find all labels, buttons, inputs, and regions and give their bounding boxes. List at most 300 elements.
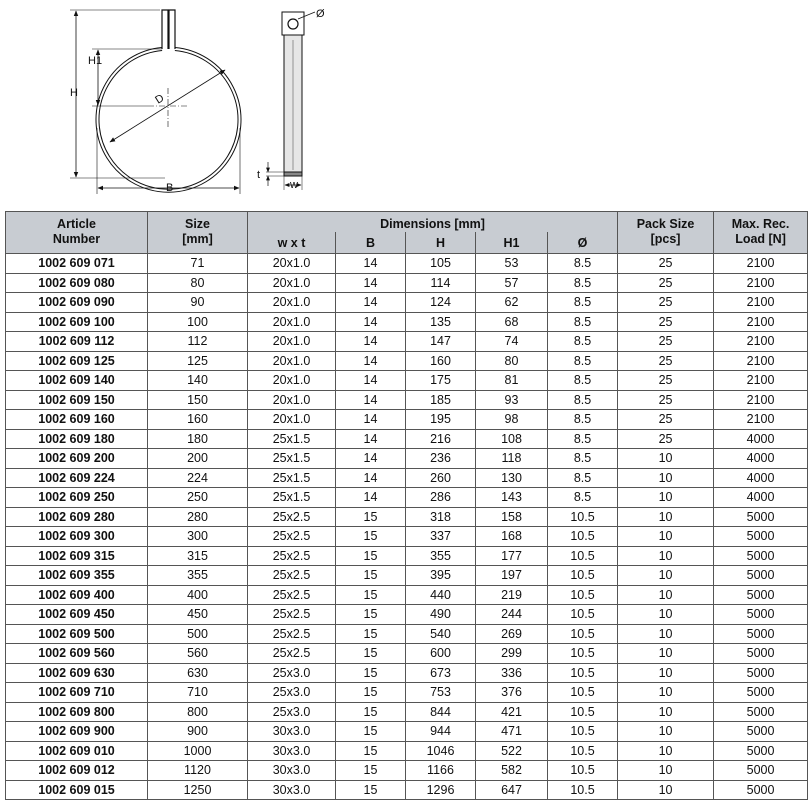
cell-h1: 421 (476, 702, 548, 722)
cell-wxt: 30x3.0 (248, 722, 336, 742)
cell-h1: 158 (476, 507, 548, 527)
thickness-label: t (257, 169, 261, 181)
cell-h: 753 (406, 683, 476, 703)
cell-article: 1002 609 800 (6, 702, 148, 722)
table-row (6, 566, 808, 586)
pipe-ring-front-view (98, 10, 240, 191)
cell-load: 2100 (714, 332, 808, 352)
cell-phi: 8.5 (548, 429, 618, 449)
cell-phi: 8.5 (548, 351, 618, 371)
cell-phi: 10.5 (548, 780, 618, 800)
header-pack-size: Pack Size [pcs] (618, 212, 714, 254)
cell-article: 1002 609 280 (6, 507, 148, 527)
pipe-ring-side-view (282, 12, 304, 176)
cell-wxt: 25x2.5 (248, 644, 336, 664)
cell-load: 4000 (714, 449, 808, 469)
table-row (6, 644, 808, 664)
cell-h: 260 (406, 468, 476, 488)
table-row (6, 468, 808, 488)
cell-phi: 10.5 (548, 683, 618, 703)
cell-article: 1002 609 560 (6, 644, 148, 664)
cell-b: 15 (336, 780, 406, 800)
specification-table (5, 211, 808, 800)
cell-b: 15 (336, 702, 406, 722)
cell-phi: 8.5 (548, 273, 618, 293)
cell-article: 1002 609 140 (6, 371, 148, 391)
cell-b: 14 (336, 312, 406, 332)
cell-load: 5000 (714, 663, 808, 683)
cell-pack: 10 (618, 507, 714, 527)
cell-size: 450 (148, 605, 248, 625)
cell-h: 944 (406, 722, 476, 742)
cell-article: 1002 609 071 (6, 254, 148, 274)
table-row (6, 702, 808, 722)
table-row (6, 683, 808, 703)
header-h1: H1 (476, 232, 548, 254)
cell-pack: 25 (618, 390, 714, 410)
cell-article: 1002 609 125 (6, 351, 148, 371)
cell-load: 5000 (714, 741, 808, 761)
cell-pack: 25 (618, 293, 714, 313)
cell-article: 1002 609 250 (6, 488, 148, 508)
cell-h1: 336 (476, 663, 548, 683)
cell-size: 800 (148, 702, 248, 722)
cell-pack: 25 (618, 332, 714, 352)
cell-load: 5000 (714, 683, 808, 703)
cell-b: 15 (336, 624, 406, 644)
cell-wxt: 25x1.5 (248, 488, 336, 508)
cell-pack: 10 (618, 605, 714, 625)
cell-size: 560 (148, 644, 248, 664)
cell-wxt: 20x1.0 (248, 273, 336, 293)
cell-b: 15 (336, 585, 406, 605)
table-row (6, 624, 808, 644)
cell-article: 1002 609 112 (6, 332, 148, 352)
cell-pack: 10 (618, 683, 714, 703)
header-max-load: Max. Rec. Load [N] (714, 212, 808, 254)
cell-size: 90 (148, 293, 248, 313)
cell-phi: 10.5 (548, 507, 618, 527)
table-row (6, 429, 808, 449)
cell-h: 160 (406, 351, 476, 371)
cell-h1: 62 (476, 293, 548, 313)
cell-h1: 219 (476, 585, 548, 605)
cell-size: 710 (148, 683, 248, 703)
cell-article: 1002 609 150 (6, 390, 148, 410)
cell-b: 14 (336, 429, 406, 449)
cell-b: 14 (336, 293, 406, 313)
cell-phi: 8.5 (548, 449, 618, 469)
cell-pack: 25 (618, 371, 714, 391)
cell-load: 5000 (714, 566, 808, 586)
cell-phi: 10.5 (548, 546, 618, 566)
cell-pack: 25 (618, 429, 714, 449)
diameter-label: D (153, 92, 167, 107)
cell-size: 500 (148, 624, 248, 644)
header-wxt: w x t (248, 232, 336, 254)
cell-pack: 10 (618, 449, 714, 469)
cell-pack: 10 (618, 722, 714, 742)
cell-phi: 8.5 (548, 468, 618, 488)
cell-size: 200 (148, 449, 248, 469)
cell-size: 150 (148, 390, 248, 410)
cell-article: 1002 609 012 (6, 761, 148, 781)
cell-size: 80 (148, 273, 248, 293)
cell-b: 15 (336, 741, 406, 761)
cell-size: 1250 (148, 780, 248, 800)
cell-article: 1002 609 500 (6, 624, 148, 644)
cell-size: 224 (148, 468, 248, 488)
cell-wxt: 20x1.0 (248, 332, 336, 352)
cell-h: 195 (406, 410, 476, 430)
header-b: B (336, 232, 406, 254)
cell-b: 14 (336, 488, 406, 508)
b-label: B (166, 182, 174, 194)
cell-b: 14 (336, 410, 406, 430)
cell-pack: 10 (618, 585, 714, 605)
header-h: H (406, 232, 476, 254)
cell-phi: 8.5 (548, 312, 618, 332)
cell-size: 71 (148, 254, 248, 274)
table-row (6, 585, 808, 605)
cell-article: 1002 609 224 (6, 468, 148, 488)
cell-pack: 25 (618, 410, 714, 430)
table-row (6, 293, 808, 313)
table-row (6, 312, 808, 332)
cell-load: 2100 (714, 371, 808, 391)
cell-wxt: 20x1.0 (248, 410, 336, 430)
cell-b: 15 (336, 527, 406, 547)
table-row (6, 488, 808, 508)
cell-h1: 143 (476, 488, 548, 508)
cell-h: 216 (406, 429, 476, 449)
cell-size: 280 (148, 507, 248, 527)
cell-article: 1002 609 100 (6, 312, 148, 332)
cell-pack: 10 (618, 468, 714, 488)
table-row (6, 273, 808, 293)
cell-wxt: 20x1.0 (248, 312, 336, 332)
cell-phi: 8.5 (548, 410, 618, 430)
cell-b: 14 (336, 371, 406, 391)
cell-load: 2100 (714, 390, 808, 410)
cell-h1: 582 (476, 761, 548, 781)
cell-size: 315 (148, 546, 248, 566)
cell-h: 673 (406, 663, 476, 683)
cell-wxt: 25x2.5 (248, 624, 336, 644)
cell-phi: 10.5 (548, 644, 618, 664)
cell-size: 100 (148, 312, 248, 332)
cell-load: 5000 (714, 761, 808, 781)
table-row (6, 527, 808, 547)
cell-load: 5000 (714, 644, 808, 664)
table-row (6, 546, 808, 566)
cell-article: 1002 609 315 (6, 546, 148, 566)
table-row (6, 761, 808, 781)
cell-h1: 244 (476, 605, 548, 625)
table-body (6, 254, 808, 800)
cell-wxt: 20x1.0 (248, 371, 336, 391)
cell-wxt: 25x2.5 (248, 546, 336, 566)
cell-wxt: 25x1.5 (248, 449, 336, 469)
cell-load: 5000 (714, 585, 808, 605)
cell-load: 5000 (714, 507, 808, 527)
table-row (6, 663, 808, 683)
header-size: Size [mm] (148, 212, 248, 254)
cell-h: 1166 (406, 761, 476, 781)
cell-b: 14 (336, 332, 406, 352)
cell-h: 1046 (406, 741, 476, 761)
cell-h1: 177 (476, 546, 548, 566)
cell-phi: 8.5 (548, 332, 618, 352)
cell-b: 15 (336, 644, 406, 664)
cell-size: 125 (148, 351, 248, 371)
cell-h1: 74 (476, 332, 548, 352)
cell-h1: 647 (476, 780, 548, 800)
cell-b: 15 (336, 566, 406, 586)
cell-phi: 10.5 (548, 761, 618, 781)
hole-diameter-label: Ø (316, 8, 325, 20)
cell-pack: 25 (618, 312, 714, 332)
cell-h: 490 (406, 605, 476, 625)
cell-pack: 10 (618, 761, 714, 781)
cell-size: 300 (148, 527, 248, 547)
cell-phi: 8.5 (548, 293, 618, 313)
cell-pack: 25 (618, 273, 714, 293)
cell-load: 4000 (714, 468, 808, 488)
cell-wxt: 20x1.0 (248, 390, 336, 410)
cell-h: 175 (406, 371, 476, 391)
table-row (6, 371, 808, 391)
cell-article: 1002 609 300 (6, 527, 148, 547)
cell-article: 1002 609 010 (6, 741, 148, 761)
cell-wxt: 30x3.0 (248, 741, 336, 761)
table-row (6, 780, 808, 800)
cell-pack: 25 (618, 351, 714, 371)
cell-b: 14 (336, 390, 406, 410)
cell-h: 286 (406, 488, 476, 508)
cell-h: 236 (406, 449, 476, 469)
cell-phi: 8.5 (548, 488, 618, 508)
cell-load: 4000 (714, 429, 808, 449)
cell-b: 15 (336, 605, 406, 625)
cell-h: 185 (406, 390, 476, 410)
cell-article: 1002 609 450 (6, 605, 148, 625)
cell-b: 15 (336, 546, 406, 566)
cell-h: 135 (406, 312, 476, 332)
cell-wxt: 25x2.5 (248, 585, 336, 605)
table-row (6, 449, 808, 469)
cell-article: 1002 609 710 (6, 683, 148, 703)
cell-b: 15 (336, 507, 406, 527)
cell-pack: 10 (618, 780, 714, 800)
cell-size: 160 (148, 410, 248, 430)
cell-wxt: 20x1.0 (248, 254, 336, 274)
cell-wxt: 20x1.0 (248, 293, 336, 313)
cell-wxt: 30x3.0 (248, 761, 336, 781)
cell-b: 15 (336, 722, 406, 742)
cell-wxt: 25x2.5 (248, 605, 336, 625)
cell-h: 355 (406, 546, 476, 566)
cell-size: 630 (148, 663, 248, 683)
cell-article: 1002 609 090 (6, 293, 148, 313)
cell-load: 2100 (714, 293, 808, 313)
cell-b: 14 (336, 273, 406, 293)
cell-b: 14 (336, 449, 406, 469)
cell-article: 1002 609 180 (6, 429, 148, 449)
cell-h1: 197 (476, 566, 548, 586)
h-label: H (70, 87, 78, 99)
cell-b: 14 (336, 254, 406, 274)
cell-pack: 10 (618, 624, 714, 644)
cell-size: 355 (148, 566, 248, 586)
header-phi: Ø (548, 232, 618, 254)
cell-phi: 10.5 (548, 527, 618, 547)
cell-h1: 299 (476, 644, 548, 664)
cell-load: 5000 (714, 722, 808, 742)
table-row (6, 332, 808, 352)
cell-load: 5000 (714, 780, 808, 800)
cell-h: 395 (406, 566, 476, 586)
cell-load: 4000 (714, 488, 808, 508)
cell-pack: 10 (618, 741, 714, 761)
cell-h1: 168 (476, 527, 548, 547)
cell-article: 1002 609 400 (6, 585, 148, 605)
cell-load: 2100 (714, 410, 808, 430)
cell-h: 600 (406, 644, 476, 664)
cell-h1: 53 (476, 254, 548, 274)
header-dimensions: Dimensions [mm] (248, 212, 618, 233)
h1-label: H1 (88, 55, 103, 67)
cell-h: 440 (406, 585, 476, 605)
cell-load: 5000 (714, 624, 808, 644)
cell-wxt: 25x2.5 (248, 507, 336, 527)
table-row (6, 605, 808, 625)
cell-wxt: 25x3.0 (248, 663, 336, 683)
cell-size: 400 (148, 585, 248, 605)
cell-load: 5000 (714, 546, 808, 566)
cell-phi: 10.5 (548, 722, 618, 742)
cell-h1: 81 (476, 371, 548, 391)
cell-pack: 10 (618, 702, 714, 722)
cell-article: 1002 609 900 (6, 722, 148, 742)
cell-load: 2100 (714, 351, 808, 371)
cell-h1: 471 (476, 722, 548, 742)
cell-phi: 10.5 (548, 566, 618, 586)
cell-load: 2100 (714, 254, 808, 274)
cell-load: 2100 (714, 273, 808, 293)
cell-h: 318 (406, 507, 476, 527)
cell-h: 337 (406, 527, 476, 547)
cell-wxt: 25x1.5 (248, 429, 336, 449)
cell-phi: 8.5 (548, 254, 618, 274)
cell-wxt: 30x3.0 (248, 780, 336, 800)
table-row (6, 254, 808, 274)
cell-phi: 8.5 (548, 390, 618, 410)
cell-h1: 108 (476, 429, 548, 449)
cell-h: 124 (406, 293, 476, 313)
cell-wxt: 25x2.5 (248, 566, 336, 586)
cell-h: 105 (406, 254, 476, 274)
cell-article: 1002 609 080 (6, 273, 148, 293)
table-row (6, 741, 808, 761)
cell-load: 5000 (714, 527, 808, 547)
cell-h: 147 (406, 332, 476, 352)
cell-load: 5000 (714, 605, 808, 625)
cell-h: 1296 (406, 780, 476, 800)
cell-article: 1002 609 015 (6, 780, 148, 800)
cell-pack: 10 (618, 663, 714, 683)
cell-h1: 68 (476, 312, 548, 332)
cell-wxt: 25x1.5 (248, 468, 336, 488)
cell-size: 1000 (148, 741, 248, 761)
cell-phi: 10.5 (548, 605, 618, 625)
table-row (6, 722, 808, 742)
cell-size: 112 (148, 332, 248, 352)
cell-h1: 57 (476, 273, 548, 293)
cell-phi: 10.5 (548, 702, 618, 722)
width-label: w (290, 179, 298, 191)
cell-pack: 10 (618, 546, 714, 566)
cell-b: 14 (336, 468, 406, 488)
cell-article: 1002 609 630 (6, 663, 148, 683)
cell-h1: 80 (476, 351, 548, 371)
table-row (6, 410, 808, 430)
cell-h1: 522 (476, 741, 548, 761)
header-article-number: Article Number (6, 212, 148, 254)
cell-size: 180 (148, 429, 248, 449)
cell-wxt: 25x3.0 (248, 683, 336, 703)
cell-b: 14 (336, 351, 406, 371)
cell-h: 540 (406, 624, 476, 644)
cell-wxt: 25x2.5 (248, 527, 336, 547)
cell-size: 140 (148, 371, 248, 391)
cell-h: 114 (406, 273, 476, 293)
table-row (6, 351, 808, 371)
technical-drawing (0, 0, 811, 210)
cell-size: 1120 (148, 761, 248, 781)
cell-phi: 10.5 (548, 624, 618, 644)
cell-article: 1002 609 355 (6, 566, 148, 586)
cell-h1: 93 (476, 390, 548, 410)
cell-h1: 130 (476, 468, 548, 488)
cell-b: 15 (336, 683, 406, 703)
cell-h1: 98 (476, 410, 548, 430)
cell-article: 1002 609 160 (6, 410, 148, 430)
cell-article: 1002 609 200 (6, 449, 148, 469)
cell-h1: 376 (476, 683, 548, 703)
cell-pack: 10 (618, 566, 714, 586)
cell-pack: 10 (618, 644, 714, 664)
cell-h1: 269 (476, 624, 548, 644)
cell-h1: 118 (476, 449, 548, 469)
table-row (6, 390, 808, 410)
cell-phi: 8.5 (548, 371, 618, 391)
cell-pack: 25 (618, 254, 714, 274)
cell-pack: 10 (618, 527, 714, 547)
cell-size: 900 (148, 722, 248, 742)
cell-wxt: 20x1.0 (248, 351, 336, 371)
cell-wxt: 25x3.0 (248, 702, 336, 722)
cell-phi: 10.5 (548, 585, 618, 605)
cell-h: 844 (406, 702, 476, 722)
table-row (6, 507, 808, 527)
cell-pack: 10 (618, 488, 714, 508)
cell-size: 250 (148, 488, 248, 508)
cell-phi: 10.5 (548, 663, 618, 683)
cell-b: 15 (336, 761, 406, 781)
cell-phi: 10.5 (548, 741, 618, 761)
cell-load: 2100 (714, 312, 808, 332)
